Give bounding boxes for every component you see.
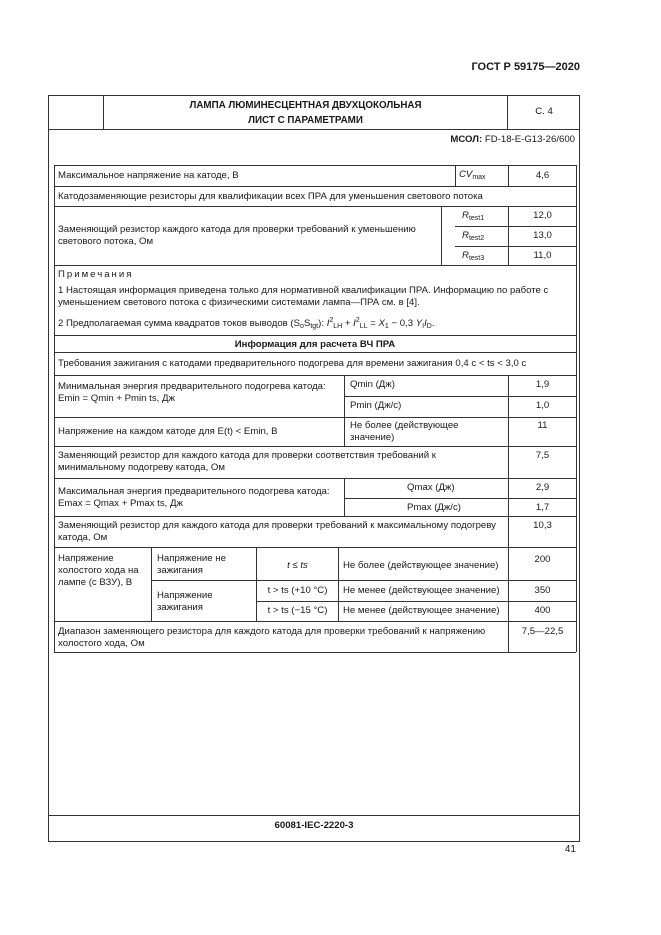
max-cathode-voltage-label: Максимальное напряжение на катоде, В <box>58 170 239 181</box>
cathode-voltage-condition: Не более (действующее значение) <box>350 420 459 443</box>
ignition-voltage-label: Напряжение зажигания <box>157 590 213 613</box>
replacing-resistor-label: Заменяющий резистор каждого катода для проверки требований к уменьшению светового потока, Ом <box>58 224 416 247</box>
hf-info-title: Информация для расчета ВЧ ПРА <box>234 339 396 350</box>
q-max-label: Qmax (Дж) <box>407 482 455 493</box>
msol-value: FD-18-E-G13-26/600 <box>484 134 575 145</box>
q-min-label: Qmin (Дж) <box>350 379 395 390</box>
r-test1-value: 12,0 <box>533 210 552 221</box>
ocv-value-3: 400 <box>534 605 551 616</box>
max-preheat-resistor-value: 10,3 <box>533 520 552 531</box>
limit-3: Не менее (действующее значение) <box>343 605 500 616</box>
r-test2-value: 13,0 <box>533 230 552 241</box>
sheet-title-line1: ЛАМПА ЛЮМИНЕСЦЕНТНАЯ ДВУХЦОКОЛЬНАЯ <box>189 100 422 111</box>
max-cathode-voltage-value: 4,6 <box>535 170 550 181</box>
min-preheat-resistor-label: Заменяющий резистор для каждого катода для проверки соответствия требований к минимальному подогреву катода, Ом <box>58 450 437 473</box>
condition-3: t > ts (−15 °C) <box>267 605 328 616</box>
note-1: 1 Настоящая информация приведена только для нормативной квалификации ПРА. Информацию по работе с уменьшением светового потока с физическими системами лампа—ПРА см. в [4]. <box>58 285 549 308</box>
condition-2: t > ts (+10 °C) <box>267 585 328 596</box>
sheet-footer-code: 60081-IEC-2220-3 <box>274 820 354 831</box>
sheet-title-line2: ЛИСТ С ПАРАМЕТРАМИ <box>248 115 363 126</box>
min-preheat-resistor-value: 7,5 <box>535 450 550 461</box>
note-2: 2 Предполагаемая сумма квадратов токов выводов $(S_oS_{tgt})$: $I^2_{LH} + I^2_{LL} = X_1 - 0,3$ $Y_II_D$. <box>58 317 435 330</box>
p-max-value: 1,7 <box>535 502 550 513</box>
max-preheat-resistor-label: Заменяющий резистор для каждого катода для проверки требований к максимальному подогреву катода, Ом <box>58 520 496 543</box>
q-max-value: 2,9 <box>535 482 550 493</box>
limit-2: Не менее (действующее значение) <box>343 585 500 596</box>
r-test3-symbol: $R_{test3}$ <box>462 250 485 262</box>
r-test3-value: 11,0 <box>533 250 552 261</box>
ocv-value-1: 200 <box>534 554 551 565</box>
min-energy-label: Минимальная энергия предварительного подогрева катода: Emin = Qmin + Pmin ts, Дж <box>58 381 326 404</box>
sheet-title <box>104 98 507 128</box>
p-min-value: 1,0 <box>535 400 550 411</box>
r-test2-symbol: $R_{test2}$ <box>462 230 485 242</box>
no-ignition-voltage-label: Напряжение не зажигания <box>157 553 226 576</box>
ignition-requirement: Требования зажигания с катодами предварительного подогрева для времени зажигания 0,4 с < ts < 3,0 с <box>58 358 527 369</box>
msol-label: МСОЛ: <box>450 134 483 145</box>
cathode-voltage-value: 11 <box>537 420 548 431</box>
resistor-range-label: Диапазон заменяющего резистора для каждого катода для проверки требований к напряжению холостого хода, Ом <box>58 626 486 649</box>
r-test1-symbol: $R_{test1}$ <box>462 210 485 222</box>
standard-number: ГОСТ Р 59175—2020 <box>471 61 580 73</box>
notes-title: Примечания <box>58 269 134 280</box>
ocv-value-2: 350 <box>534 585 551 596</box>
cv-max-symbol: $CV_{max}$ <box>459 169 486 181</box>
cathode-resistors-header: Катодозаменяющие резисторы для квалификации всех ПРА для уменьшения светового потока <box>58 191 483 202</box>
limit-1: Не более (действующее значение) <box>343 560 499 571</box>
sheet-page-ref: С. 4 <box>535 106 553 117</box>
resistor-range-value: 7,5—22,5 <box>521 626 564 637</box>
condition-1: t ≤ ts <box>287 560 308 571</box>
p-max-label: Pmax (Дж/с) <box>407 502 461 513</box>
page-number: 41 <box>564 844 576 855</box>
msol-code <box>450 134 575 146</box>
ocv-label: Напряжение холостого хода на лампе (с ВЗУ), В <box>58 553 139 588</box>
p-min-label: Pmin (Дж/с) <box>350 400 402 411</box>
cathode-voltage-label: Напряжение на каждом катоде для E(t) < Emin, В <box>58 426 278 437</box>
q-min-value: 1,9 <box>535 379 550 390</box>
max-energy-label: Максимальная энергия предварительного подогрева катода: Emax = Qmax + Pmax ts, Дж <box>58 486 330 509</box>
